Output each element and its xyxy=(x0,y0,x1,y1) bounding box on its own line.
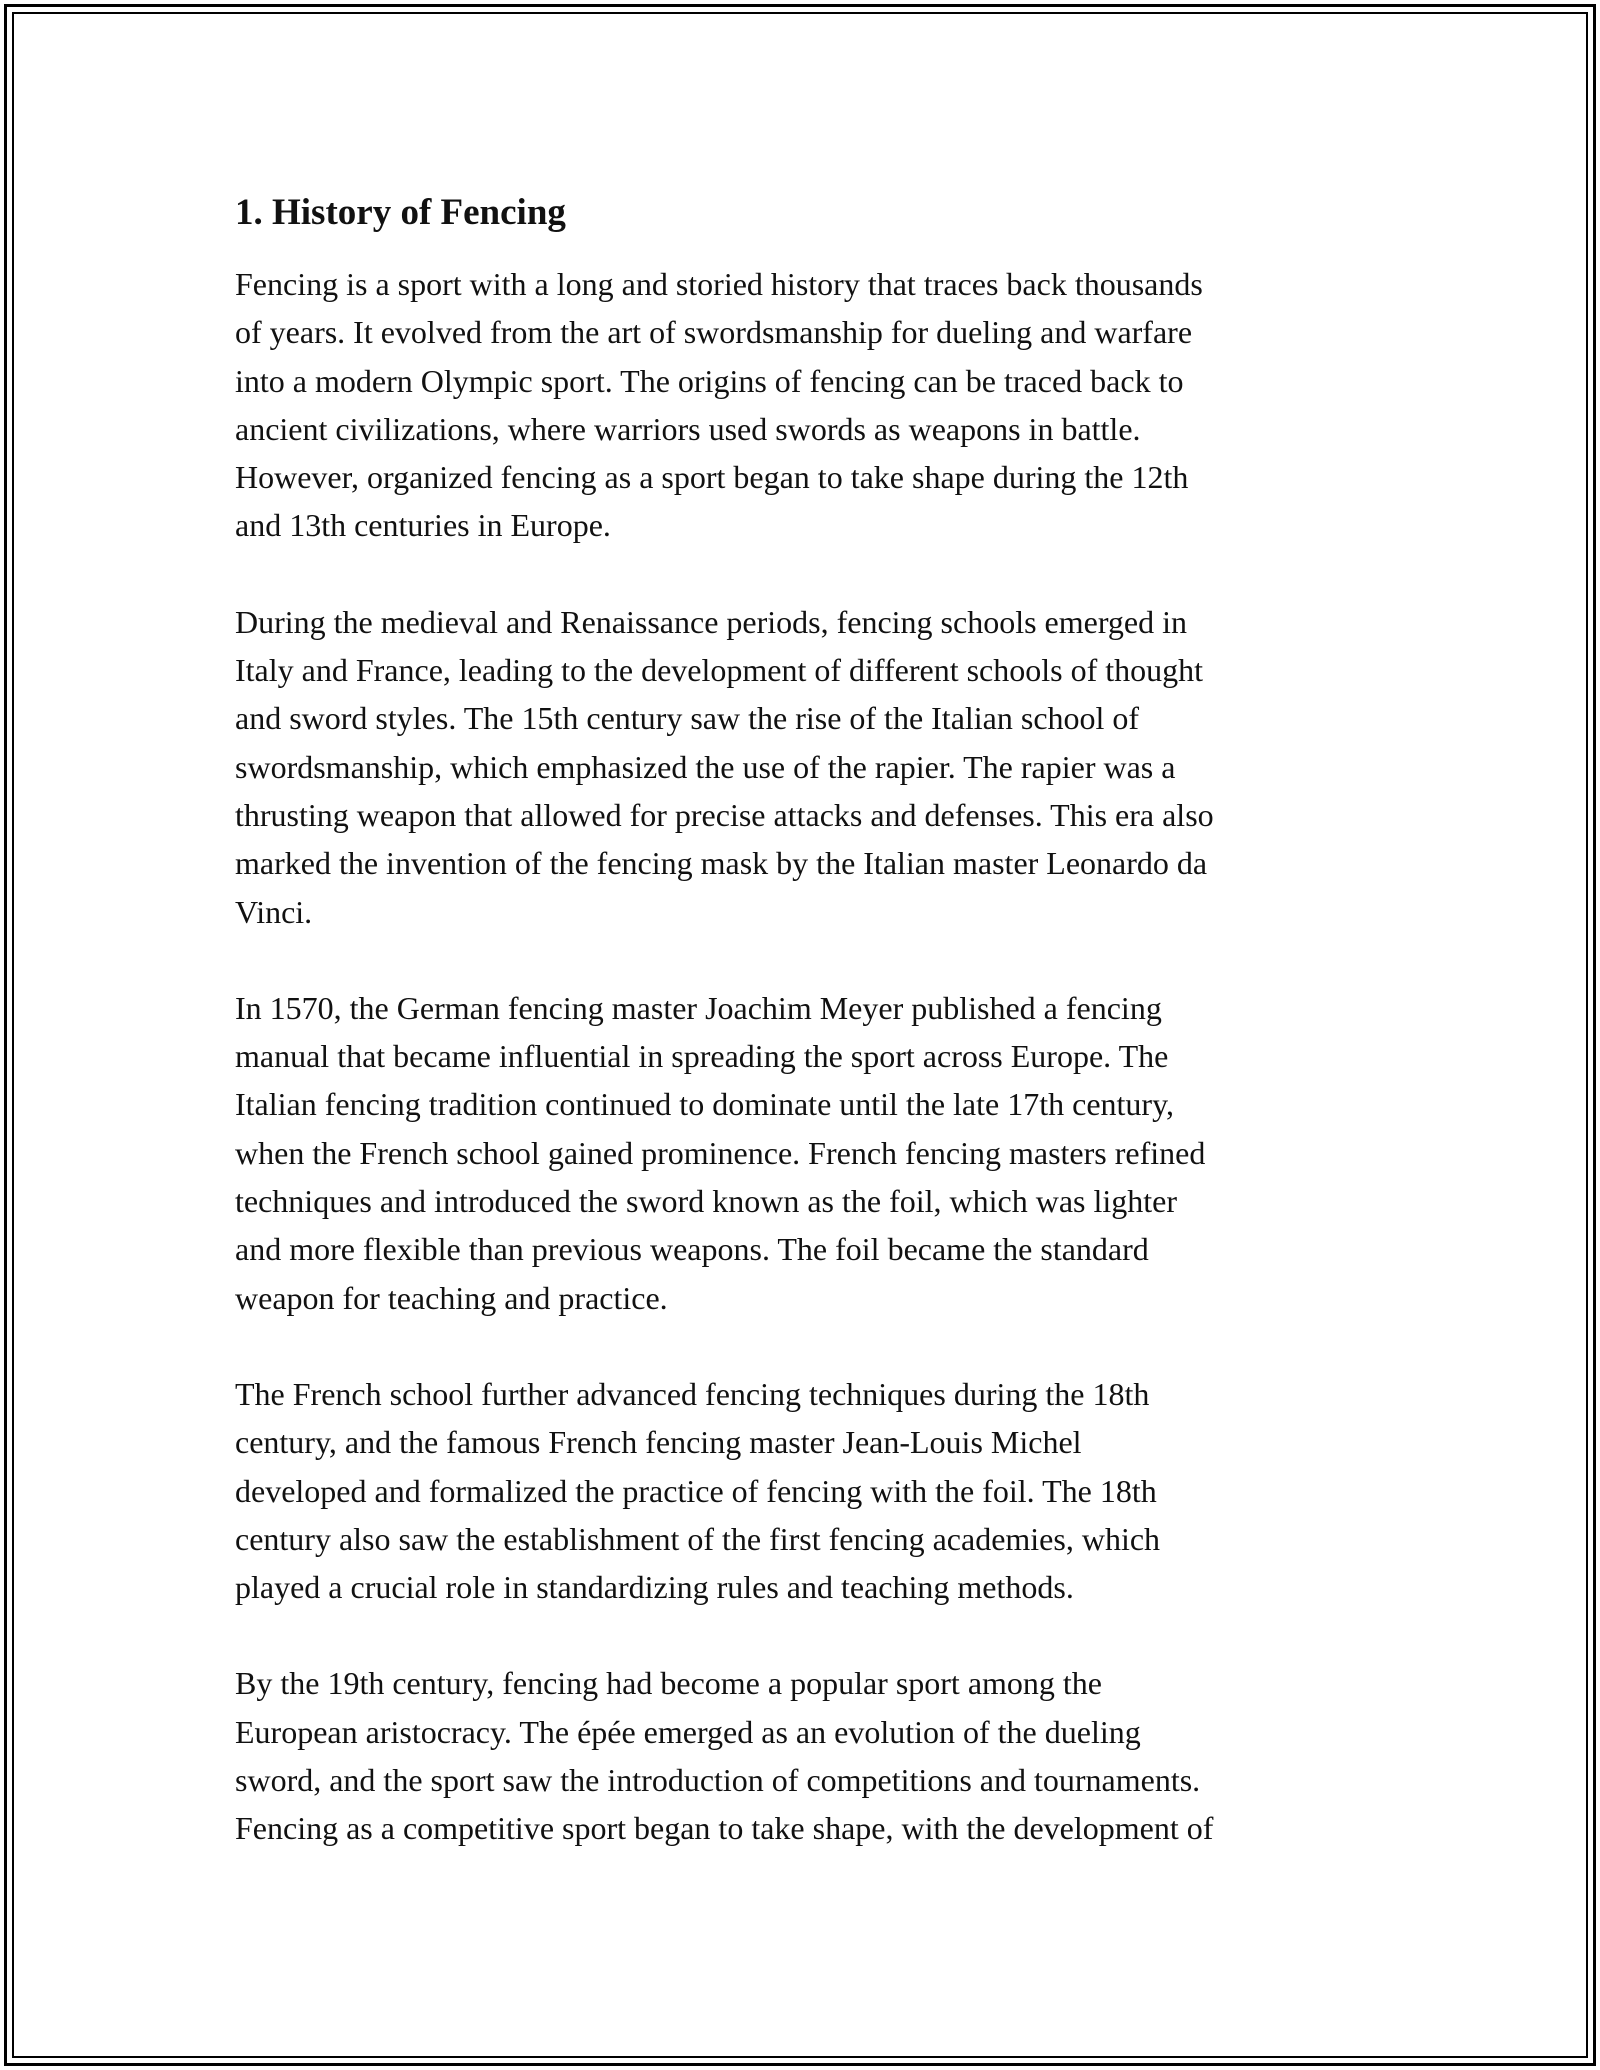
section-heading: 1. History of Fencing xyxy=(235,192,566,233)
paragraph-5: By the 19th century, fencing had become a popular sport among the European aristocracy. The épée emerged as an evolution of the dueling sword, and the sport saw the introduction of competitions and tournaments. Fencing as a competitive sport began to take shape, with the development of xyxy=(235,1665,1214,1847)
paragraph-2: During the medieval and Renaissance periods, fencing schools emerged in Italy and France, leading to the development of different schools of thought and sword styles. The 15th century saw the rise of the Italian school of swordsmanship, which emphasized the use of the rapier. The rapier was a thrusting weapon that allowed for precise attacks and defenses. This era also marked the invention of the fencing mask by the Italian master Leonardo da Vinci. xyxy=(235,603,1214,930)
document-body xyxy=(235,185,1370,1853)
paragraph-3: In 1570, the German fencing master Joachim Meyer published a fencing manual that became influential in spreading the sport across Europe. The Italian fencing tradition continued to dominate until the late 17th century, when the French school gained prominence. French fencing masters refined techniques and introduced the sword known as the foil, which was lighter and more flexible than previous weapons. The foil became the standard weapon for teaching and practice. xyxy=(235,989,1206,1316)
paragraph-4: The French school further advanced fencing techniques during the 18th century, and the famous French fencing master Jean-Louis Michel developed and formalized the practice of fencing with the foil. The 18th century also saw the establishment of the first fencing academies, which played a crucial role in standardizing rules and teaching methods. xyxy=(235,1375,1161,1606)
paragraph-1: Fencing is a sport with a long and storied history that traces back thousands of years. It evolved from the art of swordsmanship for dueling and warfare into a modern Olympic sport. The origins of fencing can be traced back to ancient civilizations, where warriors used swords as weapons in battle. However, organized fencing as a sport began to take shape during the 12th and 13th centuries in Europe. xyxy=(235,266,1203,544)
